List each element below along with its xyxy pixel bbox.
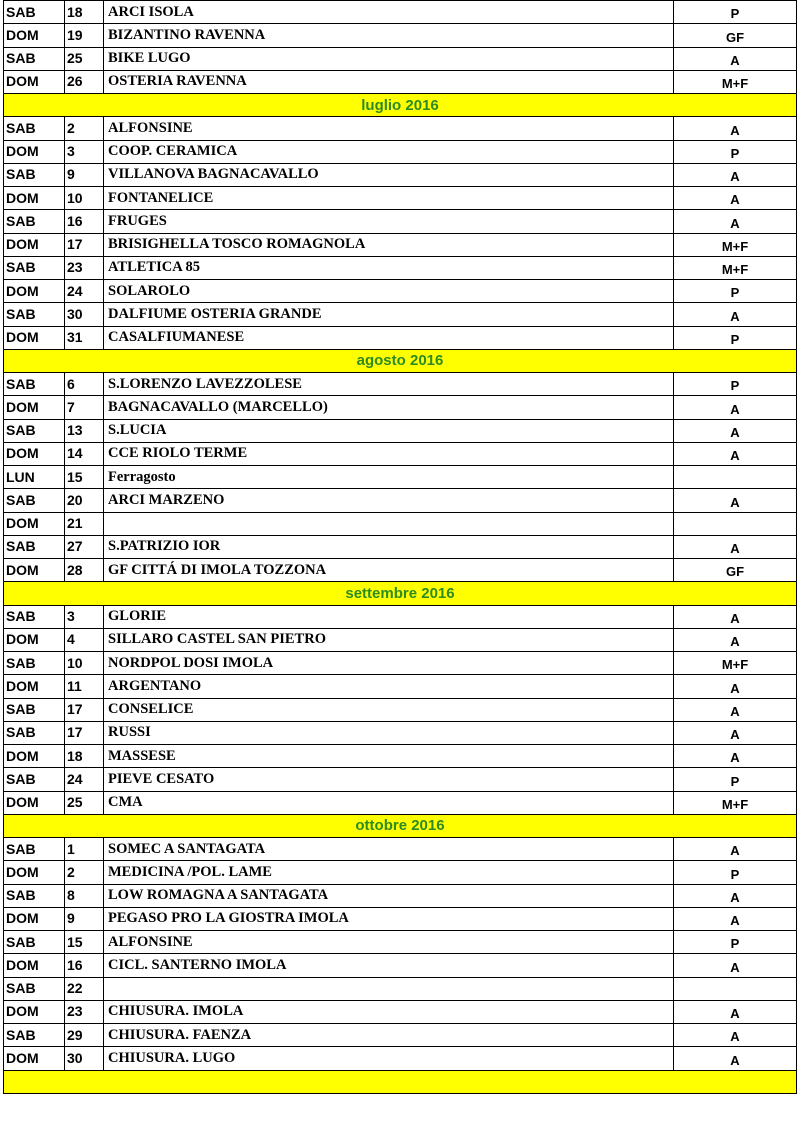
event-name-cell: BRISIGHELLA TOSCO ROMAGNOLA [104,233,674,256]
date-number-cell: 31 [65,326,104,349]
weekday-cell: DOM [4,1047,65,1070]
date-number-cell: 2 [65,861,104,884]
event-row [4,256,797,279]
weekday-cell: LUN [4,466,65,489]
event-row [4,559,797,582]
event-row [4,977,797,1000]
date-number-cell: 16 [65,954,104,977]
weekday-cell: DOM [4,1000,65,1023]
category-cell: P [674,326,797,349]
weekday-cell: DOM [4,907,65,930]
weekday-cell: SAB [4,652,65,675]
event-name-cell: S.LUCIA [104,419,674,442]
event-row [4,907,797,930]
event-row [4,838,797,861]
event-name-cell: COOP. CERAMICA [104,140,674,163]
date-number-cell: 30 [65,1047,104,1070]
date-number-cell: 3 [65,605,104,628]
category-cell: A [674,605,797,628]
date-number-cell: 3 [65,140,104,163]
event-name-cell: CHIUSURA. FAENZA [104,1024,674,1047]
event-row [4,652,797,675]
event-row [4,163,797,186]
event-row [4,512,797,535]
event-name-cell: ALFONSINE [104,117,674,140]
category-cell: A [674,396,797,419]
weekday-cell: DOM [4,954,65,977]
weekday-cell: SAB [4,256,65,279]
weekday-cell: SAB [4,303,65,326]
category-cell: A [674,303,797,326]
category-cell: A [674,1047,797,1070]
category-cell: M+F [674,791,797,814]
month-header-row [4,814,797,837]
date-number-cell: 18 [65,745,104,768]
event-row [4,187,797,210]
date-number-cell: 25 [65,47,104,70]
event-name-cell: CCE RIOLO TERME [104,442,674,465]
weekday-cell: DOM [4,24,65,47]
event-row [4,884,797,907]
date-number-cell: 7 [65,396,104,419]
weekday-cell: SAB [4,373,65,396]
category-cell: A [674,442,797,465]
date-number-cell: 9 [65,907,104,930]
event-row [4,466,797,489]
event-row [4,303,797,326]
date-number-cell: 6 [65,373,104,396]
weekday-cell: DOM [4,187,65,210]
weekday-cell: SAB [4,605,65,628]
event-name-cell: ARCI MARZENO [104,489,674,512]
date-number-cell: 26 [65,70,104,93]
event-row [4,1024,797,1047]
event-row [4,721,797,744]
event-name-cell: S.LORENZO LAVEZZOLESE [104,373,674,396]
date-number-cell: 21 [65,512,104,535]
category-cell: M+F [674,70,797,93]
weekday-cell: DOM [4,280,65,303]
category-cell: P [674,280,797,303]
event-row [4,675,797,698]
category-cell: A [674,489,797,512]
category-cell: A [674,884,797,907]
category-cell: A [674,838,797,861]
event-row [4,535,797,558]
event-row [4,768,797,791]
event-name-cell: MEDICINA /POL. LAME [104,861,674,884]
event-row [4,419,797,442]
date-number-cell: 16 [65,210,104,233]
category-cell: A [674,1000,797,1023]
category-cell: A [674,954,797,977]
event-name-cell: CONSELICE [104,698,674,721]
weekday-cell: SAB [4,47,65,70]
weekday-cell: DOM [4,442,65,465]
weekday-cell: SAB [4,884,65,907]
event-name-cell: ARGENTANO [104,675,674,698]
event-row [4,326,797,349]
date-number-cell: 15 [65,931,104,954]
event-row [4,24,797,47]
weekday-cell: DOM [4,675,65,698]
event-row [4,931,797,954]
event-name-cell: SOLAROLO [104,280,674,303]
month-label: settembre 2016 [4,582,797,605]
date-number-cell: 17 [65,721,104,744]
month-label: agosto 2016 [4,349,797,372]
event-name-cell: BAGNACAVALLO (MARCELLO) [104,396,674,419]
event-name-cell: CASALFIUMANESE [104,326,674,349]
date-number-cell: 15 [65,466,104,489]
date-number-cell: 24 [65,768,104,791]
event-name-cell: CHIUSURA. IMOLA [104,1000,674,1023]
event-row [4,954,797,977]
category-cell: P [674,931,797,954]
category-cell: A [674,163,797,186]
category-cell: M+F [674,233,797,256]
event-row [4,745,797,768]
category-cell: M+F [674,652,797,675]
calendar-body [4,1,797,1094]
event-name-cell: BIZANTINO RAVENNA [104,24,674,47]
event-row [4,140,797,163]
weekday-cell: SAB [4,163,65,186]
category-cell: GF [674,24,797,47]
event-name-cell: ATLETICA 85 [104,256,674,279]
date-number-cell: 10 [65,187,104,210]
category-cell: A [674,535,797,558]
event-row [4,396,797,419]
weekday-cell: DOM [4,791,65,814]
event-name-cell [104,512,674,535]
weekday-cell: DOM [4,326,65,349]
category-cell: P [674,373,797,396]
event-name-cell: PIEVE CESATO [104,768,674,791]
date-number-cell: 2 [65,117,104,140]
month-header-row [4,94,797,117]
weekday-cell: SAB [4,1024,65,1047]
category-cell [674,977,797,1000]
category-cell: P [674,768,797,791]
category-cell: A [674,698,797,721]
event-name-cell: S.PATRIZIO IOR [104,535,674,558]
weekday-cell: DOM [4,628,65,651]
date-number-cell: 28 [65,559,104,582]
event-name-cell: ALFONSINE [104,931,674,954]
weekday-cell: SAB [4,210,65,233]
weekday-cell: SAB [4,419,65,442]
event-name-cell: CICL. SANTERNO IMOLA [104,954,674,977]
event-name-cell: OSTERIA RAVENNA [104,70,674,93]
weekday-cell: DOM [4,396,65,419]
weekday-cell: DOM [4,745,65,768]
category-cell [674,466,797,489]
category-cell: A [674,1024,797,1047]
category-cell: GF [674,559,797,582]
weekday-cell: SAB [4,117,65,140]
event-name-cell: SOMEC A SANTAGATA [104,838,674,861]
event-name-cell: GLORIE [104,605,674,628]
blank-band [4,1070,797,1093]
weekday-cell: SAB [4,698,65,721]
event-row [4,628,797,651]
weekday-cell: SAB [4,1,65,24]
blank-footer-row [4,1070,797,1093]
date-number-cell: 4 [65,628,104,651]
weekday-cell: DOM [4,233,65,256]
category-cell: P [674,861,797,884]
event-row [4,489,797,512]
event-name-cell: Ferragosto [104,466,674,489]
date-number-cell: 25 [65,791,104,814]
weekday-cell: DOM [4,559,65,582]
category-cell: P [674,1,797,24]
date-number-cell: 18 [65,1,104,24]
date-number-cell: 9 [65,163,104,186]
weekday-cell: SAB [4,931,65,954]
date-number-cell: 27 [65,535,104,558]
weekday-cell: SAB [4,721,65,744]
month-header-row [4,349,797,372]
event-name-cell: FONTANELICE [104,187,674,210]
event-row [4,280,797,303]
weekday-cell: SAB [4,838,65,861]
date-number-cell: 8 [65,884,104,907]
event-name-cell: VILLANOVA BAGNACAVALLO [104,163,674,186]
event-name-cell: RUSSI [104,721,674,744]
event-row [4,117,797,140]
month-header-row [4,582,797,605]
calendar-table [3,0,797,1094]
event-name-cell [104,977,674,1000]
category-cell: A [674,47,797,70]
weekday-cell: SAB [4,535,65,558]
event-row [4,605,797,628]
date-number-cell: 19 [65,24,104,47]
date-number-cell: 1 [65,838,104,861]
date-number-cell: 13 [65,419,104,442]
weekday-cell: DOM [4,70,65,93]
category-cell [674,512,797,535]
event-name-cell: FRUGES [104,210,674,233]
weekday-cell: SAB [4,489,65,512]
event-row [4,1000,797,1023]
event-row [4,442,797,465]
category-cell: A [674,675,797,698]
event-name-cell: GF CITTÁ DI IMOLA TOZZONA [104,559,674,582]
date-number-cell: 17 [65,698,104,721]
category-cell: M+F [674,256,797,279]
event-name-cell: PEGASO PRO LA GIOSTRA IMOLA [104,907,674,930]
weekday-cell: DOM [4,861,65,884]
weekday-cell: DOM [4,140,65,163]
date-number-cell: 11 [65,675,104,698]
category-cell: A [674,628,797,651]
event-name-cell: DALFIUME OSTERIA GRANDE [104,303,674,326]
date-number-cell: 20 [65,489,104,512]
event-name-cell: CHIUSURA. LUGO [104,1047,674,1070]
date-number-cell: 14 [65,442,104,465]
category-cell: A [674,187,797,210]
event-row [4,698,797,721]
weekday-cell: SAB [4,768,65,791]
month-label: ottobre 2016 [4,814,797,837]
date-number-cell: 23 [65,256,104,279]
event-row [4,70,797,93]
category-cell: A [674,117,797,140]
date-number-cell: 30 [65,303,104,326]
event-row [4,1047,797,1070]
event-name-cell: MASSESE [104,745,674,768]
event-name-cell: LOW ROMAGNA A SANTAGATA [104,884,674,907]
date-number-cell: 23 [65,1000,104,1023]
date-number-cell: 10 [65,652,104,675]
month-label: luglio 2016 [4,94,797,117]
event-name-cell: NORDPOL DOSI IMOLA [104,652,674,675]
date-number-cell: 22 [65,977,104,1000]
event-name-cell: BIKE LUGO [104,47,674,70]
event-row [4,233,797,256]
weekday-cell: DOM [4,512,65,535]
event-row [4,861,797,884]
category-cell: A [674,419,797,442]
weekday-cell: SAB [4,977,65,1000]
event-name-cell: ARCI ISOLA [104,1,674,24]
category-cell: P [674,140,797,163]
event-row [4,373,797,396]
date-number-cell: 17 [65,233,104,256]
event-row [4,791,797,814]
event-row [4,210,797,233]
event-row [4,47,797,70]
date-number-cell: 24 [65,280,104,303]
event-name-cell: SILLARO CASTEL SAN PIETRO [104,628,674,651]
event-row [4,1,797,24]
date-number-cell: 29 [65,1024,104,1047]
category-cell: A [674,907,797,930]
category-cell: A [674,745,797,768]
category-cell: A [674,721,797,744]
category-cell: A [674,210,797,233]
event-name-cell: CMA [104,791,674,814]
